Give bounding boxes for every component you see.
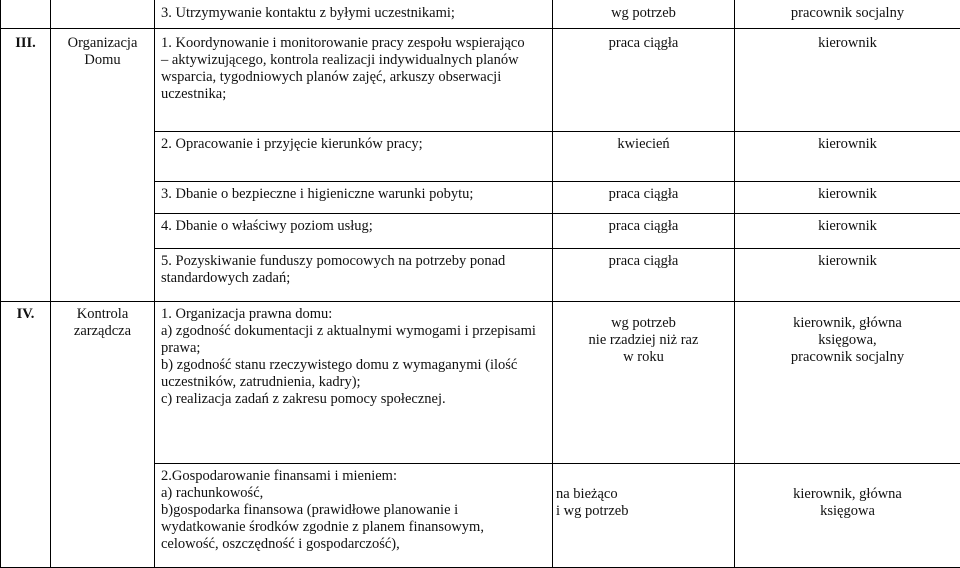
task-line: 3. Dbanie o bezpieczne i higieniczne warunki pobytu; [161, 186, 549, 203]
section-number: III. [4, 35, 47, 52]
responsible-cell [735, 302, 960, 464]
task-cell [155, 0, 553, 29]
responsible-cell [735, 249, 960, 302]
responsible-line: kierownik, główna [738, 486, 957, 503]
responsible-line: księgowa, [738, 332, 957, 349]
term-line: nie rzadziej niż raz [556, 332, 731, 349]
task-line: 2.Gospodarowanie finansami i mieniem: [161, 468, 549, 485]
task-line: 3. Utrzymywanie kontaktu z byłymi uczestnikami; [161, 5, 549, 22]
task-cell [155, 464, 553, 568]
responsible-line: kierownik [738, 218, 957, 235]
responsible-cell [735, 182, 960, 214]
term-line: na bieżąco [556, 486, 731, 503]
task-cell [155, 302, 553, 464]
area-cell [51, 0, 155, 29]
responsible-line: kierownik [738, 35, 957, 52]
table-row [1, 302, 960, 464]
term-line: praca ciągła [556, 35, 731, 52]
section-number-cell [1, 0, 51, 29]
section-number-cell [1, 29, 51, 302]
task-line: 1. Organizacja prawna domu: [161, 306, 549, 323]
area-cell [51, 29, 155, 302]
responsible-cell [735, 214, 960, 249]
area-line: Domu [54, 52, 151, 69]
task-line: a) rachunkowość, [161, 485, 549, 502]
term-line: wg potrzeb [556, 5, 731, 22]
term-line: praca ciągła [556, 253, 731, 270]
term-cell [553, 214, 735, 249]
term-line: i wg potrzeb [556, 503, 731, 520]
responsible-line: księgowa [738, 503, 957, 520]
task-line: standardowych zadań; [161, 270, 549, 287]
task-line: wydatkowanie środków zgodnie z planem finansowym, [161, 519, 549, 536]
responsible-line: kierownik [738, 186, 957, 203]
table-row [1, 0, 960, 29]
task-line: c) realizacja zadań z zakresu pomocy społecznej. [161, 391, 549, 408]
responsible-cell [735, 0, 960, 29]
task-cell [155, 249, 553, 302]
task-line: 5. Pozyskiwanie funduszy pomocowych na potrzeby ponad [161, 253, 549, 270]
term-cell [553, 182, 735, 214]
term-cell [553, 249, 735, 302]
area-cell [51, 302, 155, 568]
area-line: Organizacja [54, 35, 151, 52]
section-number: IV. [4, 306, 47, 323]
responsible-line: pracownik socjalny [738, 5, 957, 22]
term-line: praca ciągła [556, 218, 731, 235]
responsible-cell [735, 464, 960, 568]
responsible-line: kierownik [738, 253, 957, 270]
task-cell [155, 29, 553, 132]
area-line: zarządcza [54, 323, 151, 340]
term-line: wg potrzeb [556, 315, 731, 332]
task-cell [155, 182, 553, 214]
task-cell [155, 214, 553, 249]
task-line: uczestnika; [161, 86, 549, 103]
section-number-cell [1, 302, 51, 568]
area-line: Kontrola [54, 306, 151, 323]
task-cell [155, 132, 553, 182]
task-line: b) zgodność stanu rzeczywistego domu z wymaganymi (ilość [161, 357, 549, 374]
task-line: b)gospodarka finansowa (prawidłowe planowanie i [161, 502, 549, 519]
responsible-line: pracownik socjalny [738, 349, 957, 366]
term-cell [553, 464, 735, 568]
term-cell [553, 302, 735, 464]
table-row [1, 29, 960, 132]
task-line: 1. Koordynowanie i monitorowanie pracy zespołu wspierająco [161, 35, 549, 52]
term-cell [553, 29, 735, 132]
task-line: – aktywizującego, kontrola realizacji indywidualnych planów [161, 52, 549, 69]
responsible-line: kierownik, główna [738, 315, 957, 332]
term-line: w roku [556, 349, 731, 366]
task-line: celowość, oszczędność i gospodarczość), [161, 536, 549, 553]
term-line: kwiecień [556, 136, 731, 153]
term-cell [553, 132, 735, 182]
task-line: 2. Opracowanie i przyjęcie kierunków pracy; [161, 136, 549, 153]
responsible-line: kierownik [738, 136, 957, 153]
responsible-cell [735, 29, 960, 132]
task-line: a) zgodność dokumentacji z aktualnymi wymogami i przepisami [161, 323, 549, 340]
responsible-cell [735, 132, 960, 182]
task-line: 4. Dbanie o właściwy poziom usług; [161, 218, 549, 235]
task-line: wsparcia, tygodniowych planów zajęć, arkuszy obserwacji [161, 69, 549, 86]
task-line: prawa; [161, 340, 549, 357]
task-line: uczestników, zatrudnienia, kadry); [161, 374, 549, 391]
term-cell [553, 0, 735, 29]
term-line: praca ciągła [556, 186, 731, 203]
